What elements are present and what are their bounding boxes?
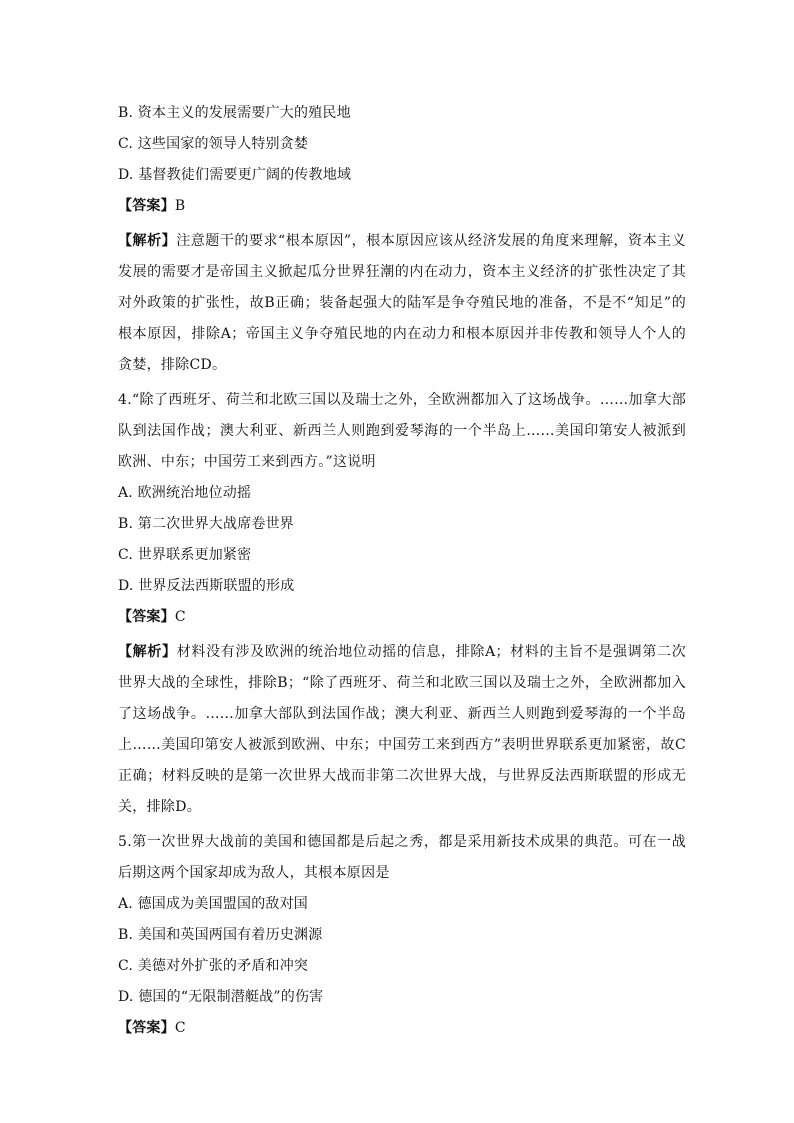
q5-option-a: A. 德国成为美国盟国的敌对国 bbox=[118, 896, 309, 912]
q4-option-b: B. 第二次世界大战席卷世界 bbox=[118, 516, 294, 532]
q3-answer-value: B bbox=[174, 198, 186, 214]
q3-analysis-tag: 【解析】 bbox=[118, 233, 177, 249]
q4-option-a: A. 欧洲统治地位动摇 bbox=[118, 485, 252, 501]
q3-option-b: B. 资本主义的发展需要广大的殖民地 bbox=[118, 105, 351, 121]
q3-answer bbox=[118, 195, 686, 217]
q5-answer bbox=[118, 1017, 686, 1039]
q3-option-c: C. 这些国家的领导人特别贪婪 bbox=[118, 136, 309, 152]
q4-stem: 4.“除了西班牙、荷兰和北欧三国以及瑞士之外，全欧洲都加入了这场战争。……加拿大部队到法国作战；澳大利亚、新西兰人则跑到爱琴海的一个半岛上……美国印第安人被派到欧洲、中东；中国劳工来到西方。”这说明 bbox=[118, 392, 686, 470]
q4-option-c: C. 世界联系更加紧密 bbox=[118, 547, 252, 563]
q4-answer bbox=[118, 606, 686, 628]
q4-answer-value: C bbox=[174, 609, 186, 625]
q4-analysis-text: 材料没有涉及欧洲的统治地位动摇的信息，排除A；材料的主旨不是强调第二次世界大战的全球性，排除B；“除了西班牙、荷兰和北欧三国以及瑞士之外，全欧洲都加入了这场战争。……加拿大部队到法国作战；澳大利亚、新西兰人则跑到爱琴海的一个半岛上……美国印第安人被派到欧洲、中东；中国劳工来到西方”表明世界联系更加紧密，故C正确；材料反映的是第一次世界大战而非第二次世界大战，与世界反法西斯联盟的形成无关，排除D。 bbox=[118, 644, 686, 815]
q5-answer-tag: 【答案】 bbox=[118, 1020, 175, 1036]
q5-option-d: D. 德国的“无限制潜艇战”的伤害 bbox=[118, 989, 324, 1005]
q5-answer-value: C bbox=[174, 1020, 186, 1036]
q5-stem: 5.第一次世界大战前的美国和德国都是后起之秀，都是采用新技术成果的典范。可在一战后期这两个国家却成为敌人，其根本原因是 bbox=[118, 834, 686, 881]
q4-option-d: D. 世界反法西斯联盟的形成 bbox=[118, 578, 295, 594]
document-content bbox=[118, 102, 686, 1048]
q5-option-b: B. 美国和英国两国有着历史渊源 bbox=[118, 927, 323, 943]
q3-analysis-text: 注意题干的要求“根本原因”，根本原因应该从经济发展的角度来理解，资本主义发展的需要才是帝国主义掀起瓜分世界狂潮的内在动力，资本主义经济的扩张性决定了其对外政策的扩张性，故B正确；装备起强大的陆军是争夺殖民地的准备，不是不“知足”的根本原因，排除A；帝国主义争夺殖民地的内在动力和根本原因并非传教和领导人个人的贪婪，排除CD。 bbox=[118, 233, 686, 373]
q3-analysis bbox=[118, 226, 686, 381]
q4-answer-tag: 【答案】 bbox=[118, 609, 175, 625]
q4-analysis bbox=[118, 637, 686, 823]
q5-option-c: C. 美德对外扩张的矛盾和冲突 bbox=[118, 958, 309, 974]
q3-answer-tag: 【答案】 bbox=[118, 198, 175, 214]
q3-option-d: D. 基督教徒们需要更广阔的传教地域 bbox=[118, 167, 352, 183]
q4-analysis-tag: 【解析】 bbox=[118, 644, 177, 660]
